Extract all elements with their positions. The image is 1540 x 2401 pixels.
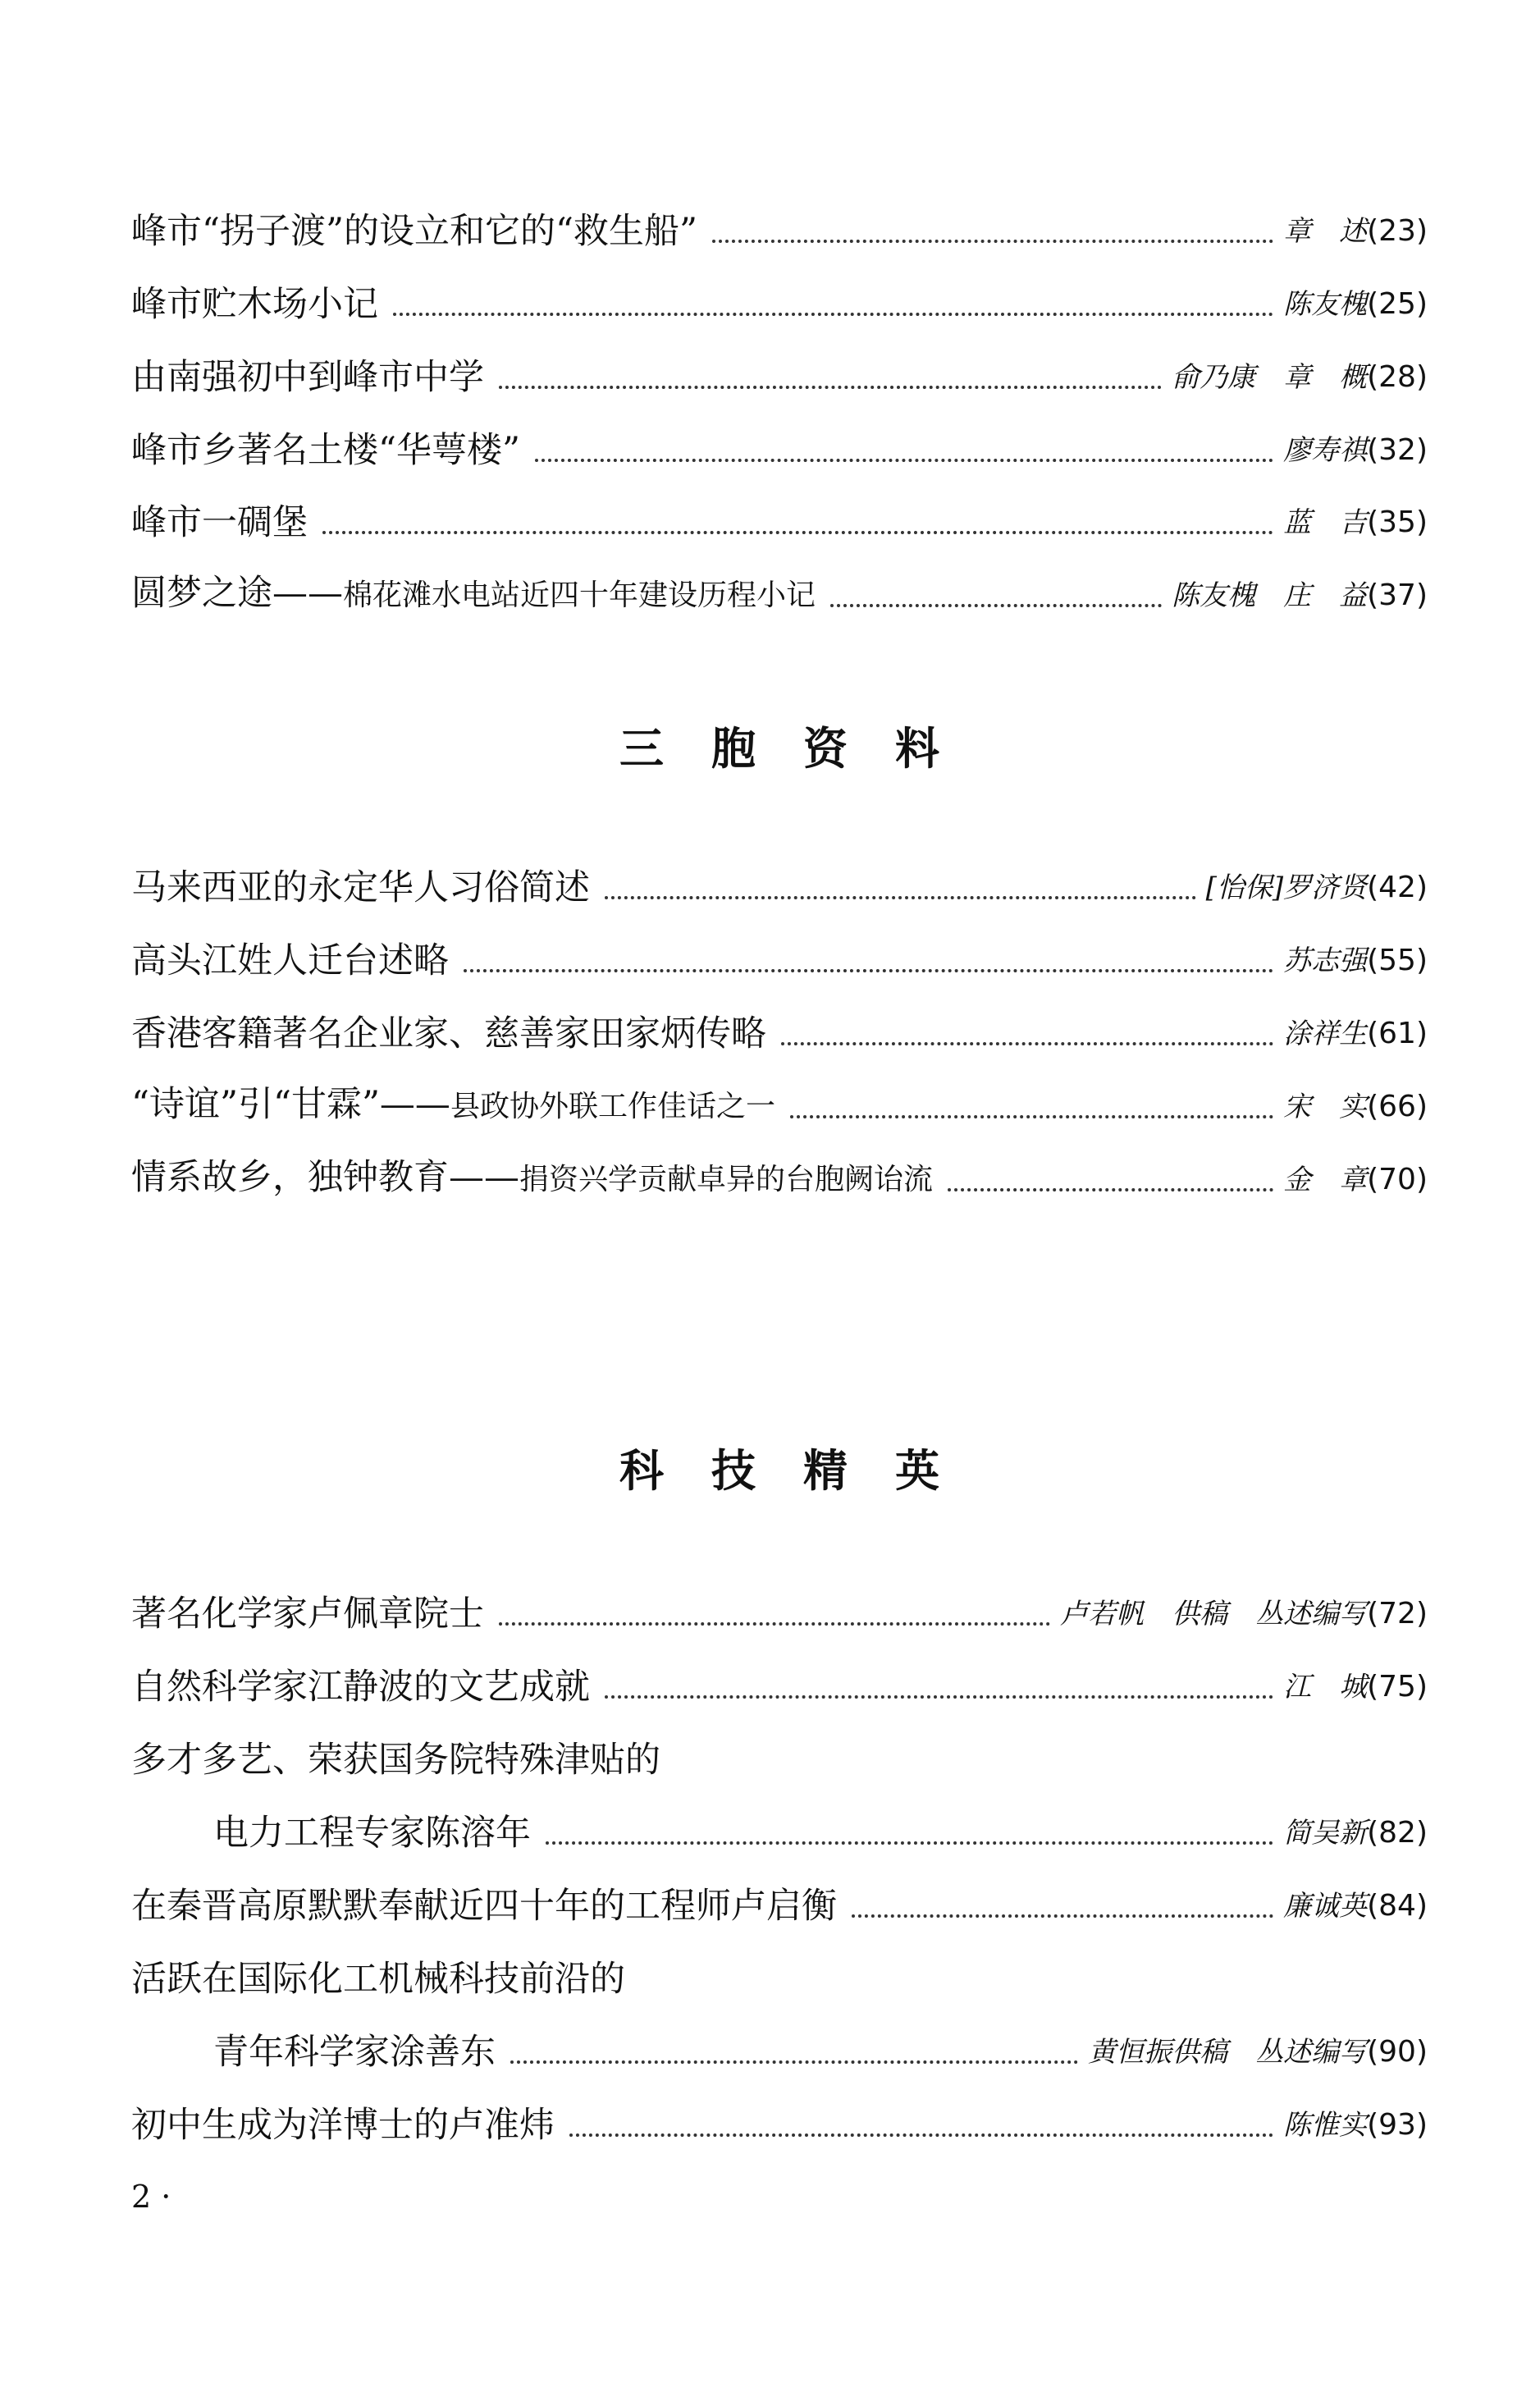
dot-leader [322, 531, 1273, 534]
entry-title: 由南强初中到峰市中学 [131, 357, 484, 398]
toc-entry[interactable] [131, 496, 1428, 546]
entry-author: 俞乃康 章 概 [1172, 361, 1368, 394]
entry-author: 蓝 吉 [1283, 506, 1368, 539]
entry-page: (90) [1367, 2035, 1428, 2069]
dot-leader [546, 1841, 1273, 1845]
entry-author: 陈友槐 [1283, 288, 1368, 321]
toc-entry[interactable] [131, 205, 1428, 254]
entry-author: 廉诚英 [1283, 1890, 1368, 1923]
dot-leader [830, 604, 1162, 607]
entry-title: 青年科学家涂善东 [213, 2032, 496, 2073]
entry-page: (55) [1367, 944, 1428, 977]
entry-title: 初中生成为洋博士的卢准炜 [131, 2105, 555, 2146]
toc-entry[interactable] [131, 1880, 1428, 1929]
toc-entry[interactable] [131, 569, 1428, 619]
entry-subtitle: 县政协外联工作佳话之一 [450, 1090, 775, 1123]
dot-leader [499, 1622, 1050, 1626]
dot-leader [790, 1115, 1273, 1118]
entry-title: 峰市贮木场小记 [131, 284, 378, 325]
entry-author: 陈惟实 [1283, 2109, 1368, 2142]
entry-title-main: 情系故乡，独钟教育—— [131, 1157, 519, 1198]
page-number-footer: 2 · [131, 2179, 171, 2215]
toc-entry[interactable] [131, 1081, 1428, 1130]
toc-entry[interactable] [213, 2026, 1428, 2075]
dot-leader [535, 459, 1273, 462]
entry-subtitle: 棉花滩水电站近四十年建设历程小记 [343, 579, 816, 612]
toc-entry[interactable] [131, 1008, 1428, 1057]
entry-page: (42) [1367, 871, 1428, 904]
toc-entry[interactable] [131, 862, 1428, 911]
entry-title-main: 圆梦之途—— [131, 573, 343, 614]
dot-leader [510, 2060, 1078, 2064]
dot-leader [393, 313, 1273, 316]
entry-page: (28) [1367, 360, 1428, 394]
entry-page: (72) [1367, 1597, 1428, 1630]
entry-title: 多才多艺、荣获国务院特殊津贴的 [131, 1740, 660, 1781]
toc-entry[interactable] [131, 1661, 1428, 1710]
entry-title: 香港客籍著名企业家、慈善家田家炳传略 [131, 1013, 766, 1054]
dot-leader [605, 896, 1196, 899]
entry-author: 卢若帆 供稿 丛述编写 [1060, 1598, 1368, 1630]
entry-page: (35) [1367, 505, 1428, 539]
entry-title: 峰市一碉堡 [131, 502, 308, 543]
entry-title: 在秦晋高原默默奉献近四十年的工程师卢启衡 [131, 1886, 837, 1927]
dot-leader [464, 969, 1273, 972]
entry-title: 马来西亚的永定华人习俗简述 [131, 867, 590, 908]
entry-title [131, 1082, 775, 1130]
toc-entry[interactable] [131, 1154, 1428, 1203]
toc-entry[interactable] [131, 935, 1428, 984]
entry-title [131, 570, 816, 619]
toc-entry[interactable] [131, 1588, 1428, 1637]
entry-page: (70) [1367, 1163, 1428, 1196]
toc-entry[interactable] [131, 1953, 1428, 2002]
entry-title: 活跃在国际化工机械科技前沿的 [131, 1959, 625, 2000]
entry-author: 简吴新 [1283, 1817, 1368, 1850]
dot-leader [712, 240, 1273, 243]
entry-author: 涂祥生 [1283, 1018, 1368, 1050]
entry-page: (37) [1367, 579, 1428, 612]
entry-page: (75) [1367, 1670, 1428, 1704]
entry-page: (23) [1367, 214, 1428, 248]
dot-leader [569, 2133, 1273, 2137]
entry-author: 陈友槐 庄 益 [1172, 579, 1368, 612]
toc-entry[interactable] [131, 1734, 1428, 1783]
entry-page: (32) [1367, 433, 1428, 467]
section-heading: 三胞资料 [619, 723, 987, 775]
entry-author: 章 述 [1283, 215, 1368, 248]
entry-page: (25) [1367, 287, 1428, 321]
dot-leader [852, 1914, 1273, 1918]
entry-title: 峰市乡著名土楼“华萼楼” [131, 430, 520, 471]
entry-author: 宋 实 [1283, 1091, 1368, 1123]
entry-author: [怡保]罗济贤 [1205, 871, 1368, 904]
entry-title [131, 1155, 933, 1203]
entry-page: (93) [1367, 2108, 1428, 2142]
dot-leader [499, 386, 1162, 389]
entry-author: 苏志强 [1283, 944, 1368, 977]
toc-entry[interactable] [131, 351, 1428, 400]
entry-author: 黄恒振供稿 丛述编写 [1088, 2036, 1368, 2069]
section-heading: 科技精英 [619, 1445, 987, 1497]
toc-entry[interactable] [131, 424, 1428, 473]
entry-title: 著名化学家卢佩章院士 [131, 1594, 484, 1635]
entry-author: 廖寿祺 [1283, 434, 1368, 467]
entry-title-main: “诗谊”引“甘霖”—— [131, 1084, 450, 1125]
dot-leader [605, 1695, 1273, 1699]
entry-subtitle: 捐资兴学贡献卓异的台胞阙诒流 [519, 1163, 934, 1196]
entry-page: (82) [1367, 1816, 1428, 1850]
entry-page: (66) [1367, 1090, 1428, 1123]
entry-title: 电力工程专家陈溶年 [213, 1813, 531, 1854]
entry-title: 峰市“拐子渡”的设立和它的“救生船” [131, 211, 697, 252]
entry-author: 金 章 [1283, 1164, 1368, 1196]
entry-title: 自然科学家江静波的文艺成就 [131, 1667, 590, 1708]
toc-entry[interactable] [131, 2099, 1428, 2148]
dot-leader [781, 1042, 1273, 1045]
entry-title: 高头江姓人迁台述略 [131, 940, 449, 981]
entry-author: 江 城 [1283, 1671, 1368, 1704]
entry-page: (84) [1367, 1889, 1428, 1923]
toc-page [131, 0, 1428, 2401]
entry-page: (61) [1367, 1017, 1428, 1050]
toc-entry[interactable] [213, 1807, 1428, 1856]
toc-entry[interactable] [131, 278, 1428, 327]
dot-leader [948, 1188, 1273, 1191]
